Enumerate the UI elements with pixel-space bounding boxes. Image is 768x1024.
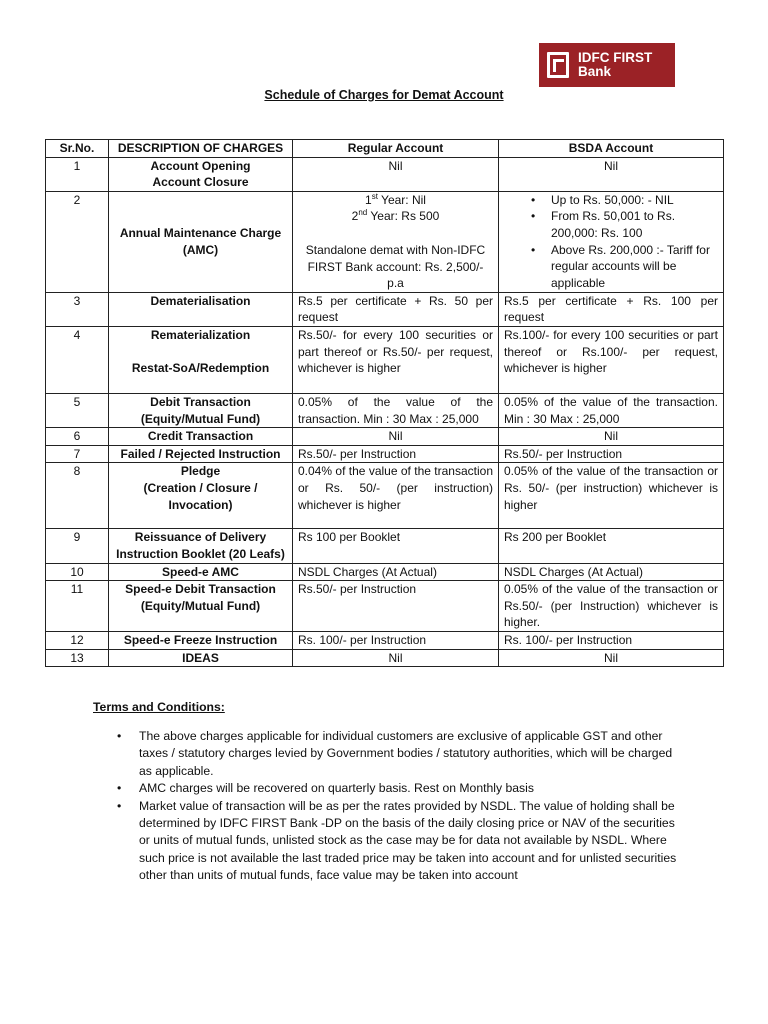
cell-regular: Nil [293,428,499,446]
cell-bsda: Rs.5 per certificate + Rs. 100 per request [499,292,724,326]
table-header-row [46,140,724,158]
table-row [46,326,724,393]
table-row [46,393,724,427]
cell-regular: 1st Year: Nil 2nd Year: Rs 500 Standalone demat with Non-IDFC FIRST Bank account: Rs. 2,500/- p.a [293,191,499,292]
cell-description: Reissuance of Delivery Instruction Booklet (20 Leafs) [109,529,293,563]
cell-bsda: Rs.50/- per Instruction [499,445,724,463]
cell-regular: Nil [293,157,499,191]
table-row [46,563,724,581]
cell-bsda: Nil [499,157,724,191]
cell-description: Dematerialisation [109,292,293,326]
cell-srno: 4 [46,326,109,393]
terms-list [139,728,684,885]
cell-bsda: Rs 200 per Booklet [499,529,724,563]
cell-regular: Rs.50/- for every 100 securities or part thereof or Rs.50/- per request, whichever is higher [293,326,499,393]
cell-bsda: NSDL Charges (At Actual) [499,563,724,581]
table-row [46,445,724,463]
cell-description: Annual Maintenance Charge (AMC) [109,191,293,292]
table-row [46,581,724,632]
cell-description: Debit Transaction (Equity/Mutual Fund) [109,393,293,427]
table-row [46,292,724,326]
cell-bsda: 0.05% of the value of the transaction or Rs.50/- (per Instruction) whichever is higher. [499,581,724,632]
cell-regular: Rs.50/- per Instruction [293,445,499,463]
table-row [46,649,724,667]
list-item: • AMC charges will be recovered on quarterly basis. Rest on Monthly basis [139,780,684,797]
cell-description: Credit Transaction [109,428,293,446]
cell-bsda: Rs.100/- for every 100 securities or part thereof or Rs.100/- per request, whichever is higher [499,326,724,393]
header-srno: Sr.No. [46,140,109,158]
list-item: • From Rs. 50,001 to Rs. 200,000: Rs. 100 [551,208,718,241]
cell-srno: 12 [46,631,109,649]
cell-regular: Rs 100 per Booklet [293,529,499,563]
cell-srno: 10 [46,563,109,581]
list-item: • Market value of transaction will be as per the rates provided by NSDL. The value of holding shall be determined by IDFC FIRST Bank -DP on the basis of the daily closing price or NAV of the securities or units of mutual funds, unlisted stock as the case may be for data not available by NSDL. Where such price is not available the last traded price may be taken into account and for unlisted securities other than units of mutual funds, face value may be taken into account [139,798,684,885]
cell-bsda: Nil [499,428,724,446]
cell-srno: 13 [46,649,109,667]
cell-description: Pledge (Creation / Closure / Invocation) [109,463,293,529]
list-item: • Up to Rs. 50,000: - NIL [551,192,718,209]
table-row [46,631,724,649]
cell-srno: 5 [46,393,109,427]
header-bsda: BSDA Account [499,140,724,158]
cell-regular: Rs. 100/- per Instruction [293,631,499,649]
cell-srno: 11 [46,581,109,632]
cell-regular: Nil [293,649,499,667]
cell-regular: Rs.5 per certificate + Rs. 50 per request [293,292,499,326]
cell-bsda [499,191,724,292]
cell-description: Speed-e Freeze Instruction [109,631,293,649]
charges-table [45,139,724,667]
cell-description: Failed / Rejected Instruction [109,445,293,463]
cell-srno: 2 [46,191,109,292]
header-description: DESCRIPTION OF CHARGES [109,140,293,158]
table-row [46,463,724,529]
table-row [46,191,724,292]
list-item: • The above charges applicable for individual customers are exclusive of applicable GST and other taxes / statutory charges levied by Government bodies / statutory authorities, which will be charged as applicable. [139,728,684,780]
bank-logo-icon [547,52,569,78]
cell-srno: 3 [46,292,109,326]
cell-regular: Rs.50/- per Instruction [293,581,499,632]
cell-description: IDEAS [109,649,293,667]
cell-bsda: Nil [499,649,724,667]
cell-regular: 0.04% of the value of the transaction or Rs. 50/- (per instruction) whichever is higher [293,463,499,529]
cell-bsda: Rs. 100/- per Instruction [499,631,724,649]
cell-srno: 1 [46,157,109,191]
cell-description: Rematerialization Restat-SoA/Redemption [109,326,293,393]
cell-regular: 0.05% of the value of the transaction. Min : 30 Max : 25,000 [293,393,499,427]
cell-description: Speed-e Debit Transaction (Equity/Mutual Fund) [109,581,293,632]
cell-description: Speed-e AMC [109,563,293,581]
cell-srno: 7 [46,445,109,463]
cell-description: Account Opening Account Closure [109,157,293,191]
cell-srno: 9 [46,529,109,563]
bsda-amc-list [504,192,718,292]
cell-bsda: 0.05% of the value of the transaction or Rs. 50/- (per instruction) whichever is higher [499,463,724,529]
cell-srno: 8 [46,463,109,529]
logo-text: IDFC FIRST Bank [578,50,653,79]
cell-regular: NSDL Charges (At Actual) [293,563,499,581]
cell-bsda: 0.05% of the value of the transaction. Min : 30 Max : 25,000 [499,393,724,427]
table-row [46,157,724,191]
table-row [46,428,724,446]
terms-heading: Terms and Conditions: [93,700,225,714]
page-title: Schedule of Charges for Demat Account [264,88,504,102]
table-row [46,529,724,563]
header-regular: Regular Account [293,140,499,158]
cell-srno: 6 [46,428,109,446]
idfc-first-bank-logo [539,43,675,87]
list-item: • Above Rs. 200,000 :- Tariff for regular accounts will be applicable [551,242,718,292]
